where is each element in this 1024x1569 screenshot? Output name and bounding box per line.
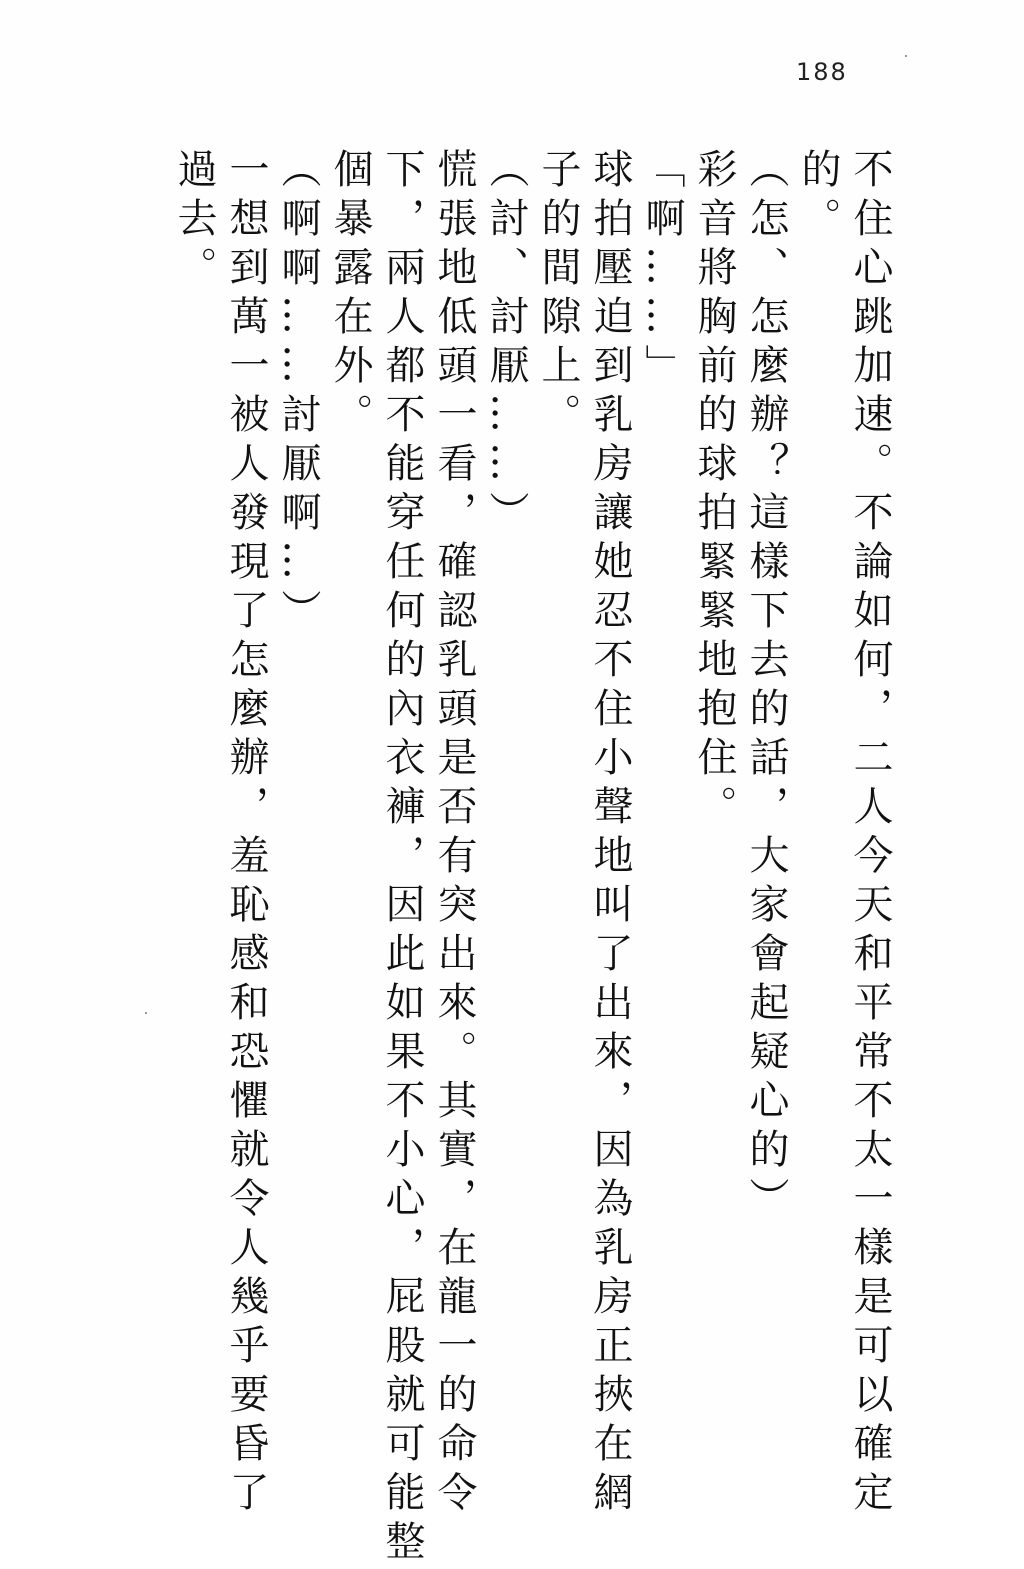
text-line: （討、討厭……） bbox=[483, 148, 529, 540]
scan-speck bbox=[145, 1012, 147, 1014]
text-line: 子的間隙上。 bbox=[535, 148, 581, 442]
text-line: （啊啊……討厭啊…） bbox=[275, 148, 321, 638]
text-line: 球拍壓迫到乳房讓她忍不住小聲地叫了出來，因為乳房正挾在網 bbox=[587, 148, 633, 1520]
text-line: 不住心跳加速。不論如何，二人今天和平常不太一樣是可以確定 bbox=[847, 148, 893, 1520]
text-line: 下，兩人都不能穿任何的內衣褲，因此如果不小心，屁股就可能整 bbox=[379, 148, 425, 1569]
text-line: 彩音將胸前的球拍緊緊地抱住。 bbox=[691, 148, 737, 834]
vertical-text-block bbox=[168, 148, 896, 1569]
scan-speck bbox=[905, 55, 907, 57]
text-line: 慌張地低頭一看，確認乳頭是否有突出來。其實，在龍一的命令 bbox=[431, 148, 477, 1520]
text-line: 的。 bbox=[795, 148, 841, 246]
text-line: 「啊……」 bbox=[639, 148, 685, 393]
text-line: 一想到萬一被人發現了怎麼辦，羞恥感和恐懼就令人幾乎要昏了 bbox=[223, 148, 269, 1520]
text-line: （怎、怎麼辦？這樣下去的話，大家會起疑心的） bbox=[743, 148, 789, 1226]
text-line: 過去。 bbox=[171, 148, 217, 295]
text-line: 個暴露在外。 bbox=[327, 148, 373, 442]
page-number: 188 bbox=[796, 58, 848, 86]
